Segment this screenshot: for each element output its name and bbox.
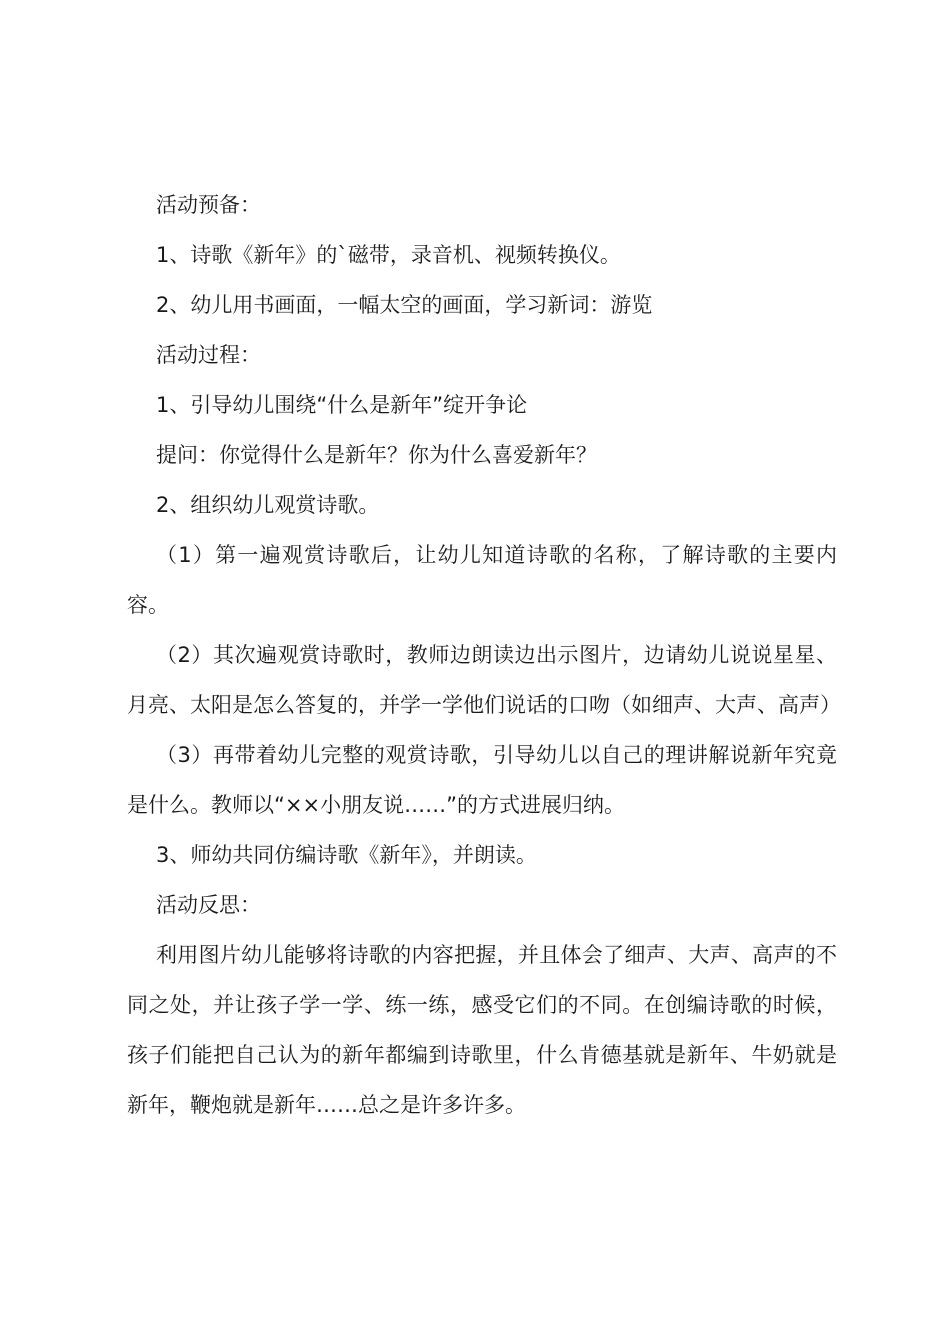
sub-list-item: （2）其次遍观赏诗歌时，教师边朗读边出示图片，边请幼儿说说星星、月亮、太阳是怎么答复的，并学一学他们说话的口吻（如细声、大声、高声）	[127, 643, 841, 717]
list-item: 3、师幼共同仿编诗歌《新年》，并朗读。	[156, 843, 537, 867]
list-item: 2、组织幼儿观赏诗歌。	[156, 493, 380, 517]
paragraph-question: 提问：你觉得什么是新年？你为什么喜爱新年？	[156, 443, 597, 467]
section-heading-preparation: 活动预备：	[156, 193, 261, 217]
paragraph-reflection: 利用图片幼儿能够将诗歌的内容把握，并且体会了细声、大声、高声的不同之处，并让孩子学一学、练一练，感受它们的不同。在创编诗歌的时候，孩子们能把自己认为的新年都编到诗歌里，什么肯德基就是新年、牛奶就是新年，鞭炮就是新年……总之是许多许多。	[127, 943, 837, 1117]
list-item: 2、幼儿用书画面，一幅太空的画面，学习新词：游览	[156, 293, 653, 317]
document-body	[127, 180, 841, 1130]
section-heading-reflection: 活动反思：	[156, 893, 261, 917]
list-item: 1、诗歌《新年》的`磁带，录音机、视频转换仪。	[156, 243, 621, 267]
section-heading-process: 活动过程：	[156, 343, 261, 367]
list-item: 1、引导幼儿围绕“什么是新年”绽开争论	[156, 393, 528, 417]
sub-list-item: （3）再带着幼儿完整的观赏诗歌，引导幼儿以自己的理讲解说新年究竟是什么。教师以“××小朋友说……”的方式进展归纳。	[127, 743, 837, 817]
sub-list-item: （1）第一遍观赏诗歌后，让幼儿知道诗歌的名称，了解诗歌的主要内容。	[127, 543, 837, 617]
